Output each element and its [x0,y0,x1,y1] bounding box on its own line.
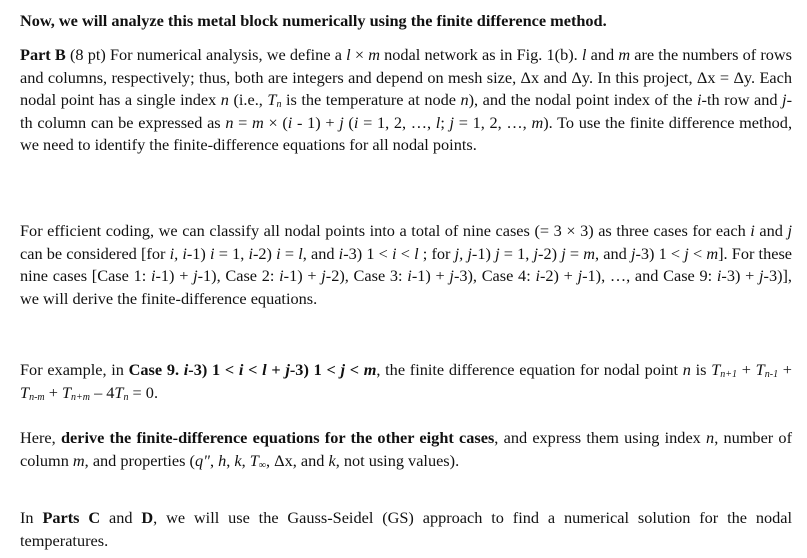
parts-cd-paragraph: In Parts C and D, we will use the Gauss-Seidel (GS) approach to find a numerical solution for the nodal temperatures. [20,508,792,550]
example-paragraph: For example, in Case 9. i-3) 1 < i < l + j-3) 1 < j < m, the finite difference equation for nodal point n is $T_{n+1} + T_{n-1} + T_{n-m} + T_{n+m} - 4T_n = 0$. [20,360,792,403]
part-b-paragraph: Part B (8 pt) For numerical analysis, we define a l × m nodal network as in Fig. 1(b). l and m are the numbers of rows and columns, respectively; thus, both are integers and depend on mesh size, Δx and Δy. In this project, Δx = Δy. Each nodal point has a single index n (i.e., $T_n$ is the temperature at node n), and the nodal point index of the i-th row and j-th column can be expressed as n = m × (i - 1) + j (i = 1, 2, …, l; j = 1, 2, …, m). To use the finite difference method, we need to identify the finite-difference equations for all nodal points. [20,45,793,155]
finite-difference-equation: $T_{n+1} + T_{n-1} + T_{n-m} + T_{n+m} - 4T_n = 0$. [20,360,792,403]
task-instruction: derive the finite-difference equations for the other eight cases [60,428,495,447]
section-title: Now, we will analyze this metal block numerically using the finite difference method. [20,11,607,30]
task-paragraph: Here, derive the finite-difference equations for the other eight cases, and express them using index n, number of column m, and properties (q", h, k, $T_\infty$, Δx, and k, not using values). [20,428,792,471]
part-b-label: Part B [20,45,66,64]
classification-paragraph: For efficient coding, we can classify all nodal points into a total of nine cases (= 3 × 3) as three cases for each i and j can be considered [for i, i-1) i = 1, i-2) i = l, and i-3) 1 < i < l ; for j, j-1) j = 1, j-2) j = m, and j-3) 1 < j < m]. For these nine cases [Case 1: i-1) + j-1), Case 2: i-1) + j-2), Case 3: i-1) + j-3), Case 4: i-2) + j-1), …, and Case 9: i-3) + j-3)], we will derive the finite-difference equations. [20,221,793,308]
